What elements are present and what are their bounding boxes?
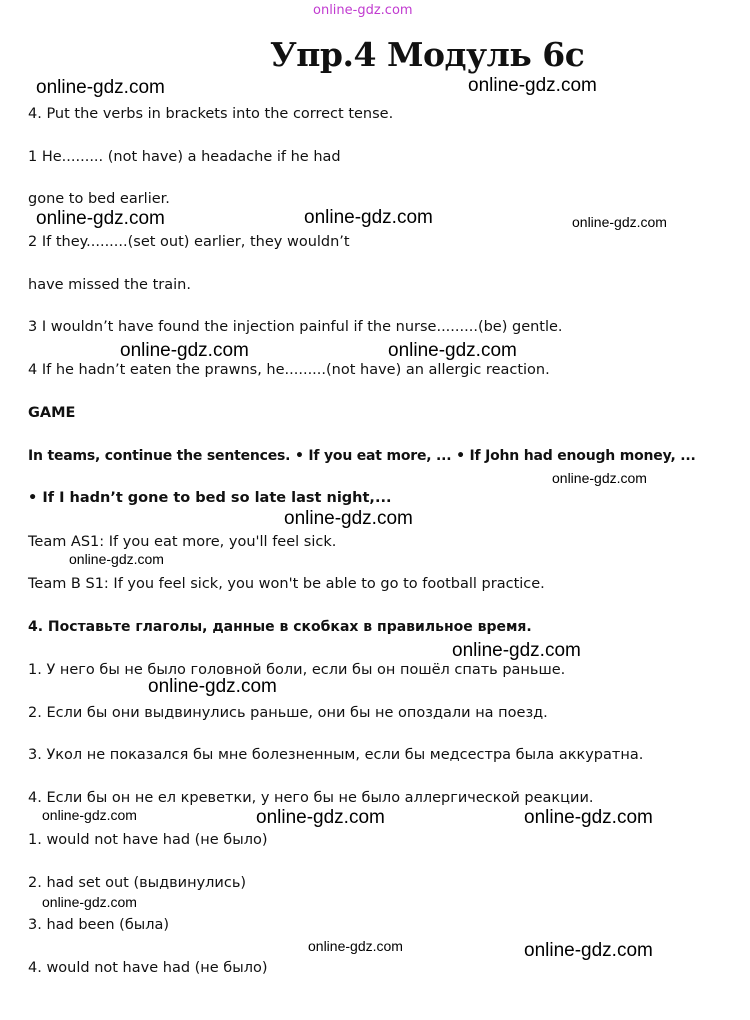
- watermark-stamp: online-gdz.com: [36, 77, 165, 98]
- watermark-stamp: online-gdz.com: [388, 340, 517, 361]
- translation-item-3: 3. Укол не показался бы мне болезненным, если бы медсестра была аккуратна.: [28, 747, 644, 763]
- watermark-stamp: online-gdz.com: [452, 640, 581, 661]
- watermark-stamp: online-gdz.com: [42, 894, 137, 910]
- answer-1: 1. would not have had (не было): [28, 832, 268, 848]
- translation-heading: 4. Поставьте глаголы, данные в скобках в правильное время.: [28, 619, 532, 635]
- game-instruction: In teams, continue the sentences. • If you eat more, ... • If John had enough money, ...: [28, 448, 696, 464]
- translation-item-1: 1. У него бы не было головной боли, если бы он пошёл спать раньше.: [28, 662, 566, 678]
- translation-item-4: 4. Если бы он не ел креветки, у него бы не было аллергической реакции.: [28, 790, 594, 806]
- watermark-stamp: online-gdz.com: [69, 551, 164, 567]
- exercise-item-2-cont: have missed the train.: [28, 277, 191, 293]
- watermark-stamp: online-gdz.com: [524, 807, 653, 828]
- page-title: Упр.4 Модуль 6с: [270, 35, 585, 74]
- exercise-instruction: 4. Put the verbs in brackets into the correct tense.: [28, 106, 394, 122]
- watermark-stamp: online-gdz.com: [120, 340, 249, 361]
- team-a-example: Team AS1: If you eat more, you'll feel sick.: [28, 534, 337, 550]
- game-heading: GAME: [28, 405, 76, 421]
- watermark-stamp: online-gdz.com: [42, 807, 137, 823]
- watermark-stamp: online-gdz.com: [148, 676, 277, 697]
- watermark-stamp: online-gdz.com: [304, 207, 433, 228]
- answer-2: 2. had set out (выдвинулись): [28, 875, 247, 891]
- exercise-item-1: 1 He......... (not have) a headache if he had: [28, 149, 341, 165]
- watermark-stamp: online-gdz.com: [36, 208, 165, 229]
- answer-4: 4. would not have had (не было): [28, 960, 268, 976]
- watermark-stamp: online-gdz.com: [308, 938, 403, 954]
- watermark-stamp: online-gdz.com: [468, 75, 597, 96]
- exercise-item-4: 4 If he hadn’t eaten the prawns, he.........(not have) an allergic reaction.: [28, 362, 550, 378]
- exercise-item-2: 2 If they.........(set out) earlier, they wouldn’t: [28, 234, 350, 250]
- translation-item-2: 2. Если бы они выдвинулись раньше, они бы не опоздали на поезд.: [28, 705, 548, 721]
- watermark-stamp: online-gdz.com: [572, 214, 667, 230]
- team-b-example: Team B S1: If you feel sick, you won't be able to go to football practice.: [28, 576, 545, 592]
- watermark-stamp: online-gdz.com: [524, 940, 653, 961]
- answer-3: 3. had been (была): [28, 917, 170, 933]
- exercise-item-1-cont: gone to bed earlier.: [28, 191, 170, 207]
- watermark-stamp: online-gdz.com: [256, 807, 385, 828]
- watermark-stamp: online-gdz.com: [552, 470, 647, 486]
- game-instruction-2: • If I hadn’t gone to bed so late last night,...: [28, 490, 392, 506]
- exercise-item-3: 3 I wouldn’t have found the injection painful if the nurse.........(be) gentle.: [28, 319, 563, 335]
- watermark-top: online-gdz.com: [313, 3, 413, 18]
- watermark-stamp: online-gdz.com: [284, 508, 413, 529]
